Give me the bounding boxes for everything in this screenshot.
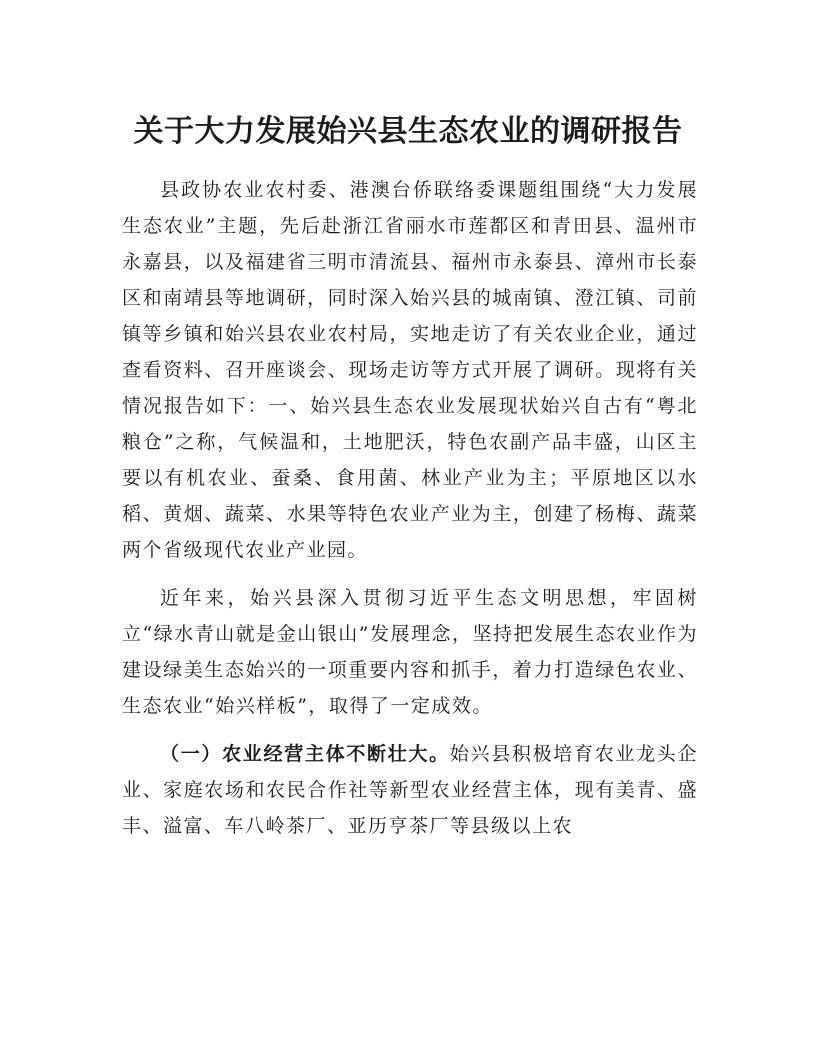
paragraph-section-one bbox=[122, 736, 698, 844]
paragraph-intro bbox=[122, 172, 698, 568]
paragraph-section-one-text: 始兴县积极培育农业龙头企业、家庭农场和农民合作社等新型农业经营主体，现有美青、盛丰、溢富、车八岭茶厂、亚历亨茶厂等县级以上农 bbox=[122, 743, 698, 837]
paragraph-recent-years bbox=[122, 580, 698, 724]
document-body bbox=[122, 172, 698, 844]
section-one-heading: （一）农业经营主体不断壮大。 bbox=[160, 743, 450, 765]
document-title: 关于大力发展始兴县生态农业的调研报告 bbox=[133, 114, 683, 149]
paragraph-intro-text: 县政协农业农村委、港澳台侨联络委课题组围绕“大力发展生态农业”主题，先后赴浙江省丽水市莲都区和青田县、温州市永嘉县，以及福建省三明市清流县、福州市永泰县、漳州市长泰区和南靖县等地调研，同时深入始兴县的城南镇、澄江镇、司前镇等乡镇和始兴县农业农村局，实地走访了有关农业企业，通过查看资料、召开座谈会、现场走访等方式开展了调研。现将有关情况报告如下：一、始兴县生态农业发展现状始兴自古有“粤北粮仓”之称，气候温和，土地肥沃，特色农副产品丰盛，山区主要以有机农业、蚕桑、食用菌、林业产业为主；平原地区以水稻、黄烟、蔬菜、水果等特色农业产业为主，创建了杨梅、蔬菜两个省级现代农业产业园。 bbox=[122, 179, 698, 561]
paragraph-recent-years-text: 近年来，始兴县深入贯彻习近平生态文明思想，牢固树立“绿水青山就是金山银山”发展理念，坚持把发展生态农业作为建设绿美生态始兴的一项重要内容和抓手，着力打造绿色农业、生态农业“始兴样板”，取得了一定成效。 bbox=[122, 587, 698, 717]
